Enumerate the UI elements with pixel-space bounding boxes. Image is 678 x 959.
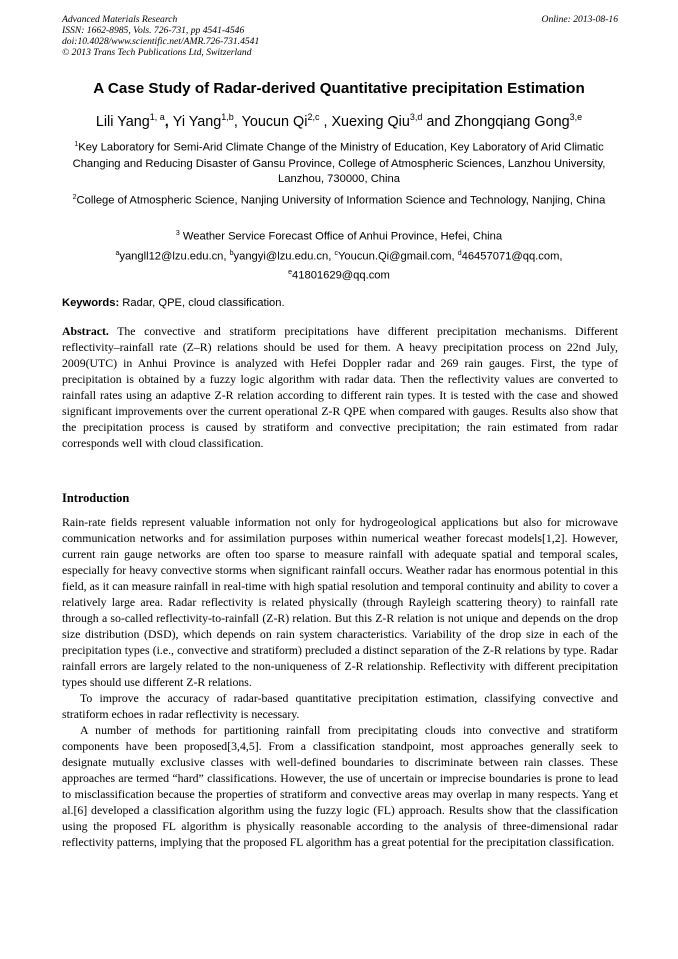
email-superscript: b <box>229 250 234 257</box>
copyright-line: © 2013 Trans Tech Publications Ltd, Switzerland <box>62 47 252 58</box>
email-superscript: c <box>334 250 338 257</box>
journal-header <box>62 14 618 58</box>
email-address[interactable]: yangll12@lzu.edu.cn, <box>119 250 230 263</box>
affiliation-text: Key Laboratory for Semi-Arid Climate Change of the Ministry of Education, Key Laboratory of Arid Climatic Changing and Reducing Disaster of Gansu Province, College of Atmospheric Sciences, Lanzhou University, Lanzhou, 730000, China <box>72 141 606 186</box>
affiliation-2 <box>60 190 618 210</box>
author-superscript: 1, a <box>149 112 165 122</box>
author-separator: , <box>164 113 173 130</box>
affiliation-superscript: 1 <box>74 141 79 148</box>
author-name: Yi Yang <box>172 113 222 130</box>
keywords-label: Keywords: <box>62 297 120 309</box>
author-name: Youcun Qi <box>241 113 308 130</box>
doi-line[interactable]: doi:10.4028/www.scientific.net/AMR.726-731.4541 <box>62 36 260 47</box>
author-superscript: 3,d <box>409 112 423 122</box>
keywords <box>62 297 618 309</box>
abstract-text: The convective and stratiform precipitations have different precipitation mechanisms. Different reflectivity–rainfall rate (Z–R) relations should be used for them. A heavy precipitation process on 22nd July, 2009(UTC) in Anhui Province is analyzed with Hefei Doppler radar and 269 rain gauges. First, the type of precipitation is obtained by a fuzzy logic algorithm with radar data. Then the reflectivity values are converted to rainfall rates using an adaptive Z-R relation according to different rain types. It is tested with the case and showed significant improvements over the current operational Z-R QPE when compared with gauges. Results also show that the precipitation process is caused by stratiform and convective precipitation; the rain estimated from radar corresponds well with cloud classification. <box>62 324 618 450</box>
paragraph: Rain-rate fields represent valuable information not only for hydrogeological applications but also for microwave communication networks and for assimilation purposes within numerical weather forecast models[1,2]. However, current rain gauge networks are often too sparse to measure rainfall with adequate spatial and temporal scales, especially for heavy convective storms when significant rainfall occurs. Weather radar has enormous potential in this field, as it can measure rainfall in real-time with high spatial resolution and temporal continuity and ability to cover a relatively large area. Radar reflectivity is related physically (through Rayleigh scattering theory) to rainfall rate through a so-called reflectivity-to-rainfall (Z-R) relation. But this Z-R relation is not unique and depends on the drop size distribution (DSD), which depends on rain system characteristics. Variability of the drop size in each of the precipitation types (i.e., convective and stratiform) precluded a distinct separation of the Z-R relations by type. Radar rainfall errors are largely related to the non-uniqueness of Z-R relationship. Reflectivity with different precipitation types should use different Z-R relations. <box>62 515 618 689</box>
email-address[interactable]: Youcun.Qi@gmail.com, <box>337 250 458 263</box>
abstract-label: Abstract. <box>62 324 109 338</box>
affiliation-superscript: 2 <box>72 194 77 201</box>
author-separator: , <box>319 113 332 130</box>
affiliation-text: Weather Service Forecast Office of Anhui Province, Hefei, China <box>179 230 503 243</box>
affiliation-superscript: 3 <box>175 230 180 237</box>
email-list <box>60 246 618 283</box>
introduction-body <box>62 514 618 850</box>
author-superscript: 1,b <box>221 112 234 122</box>
author-superscript: 3,e <box>569 112 583 122</box>
journal-name: Advanced Materials Research <box>62 14 178 25</box>
online-date: Online: 2013-08-16 <box>541 14 618 25</box>
issn-line: ISSN: 1662-8985, Vols. 726-731, pp 4541-4546 <box>62 25 245 36</box>
author-list <box>0 112 678 130</box>
email-address[interactable]: 41801629@qq.com <box>292 269 390 282</box>
email-superscript: d <box>457 250 462 257</box>
email-superscript: e <box>288 268 293 276</box>
email-address[interactable]: 46457071@qq.com, <box>461 250 563 263</box>
affiliation-text: College of Atmospheric Science, Nanjing University of Information Science and Technology, Nanjing, China <box>76 194 606 207</box>
email-address[interactable]: yangyi@lzu.edu.cn, <box>233 250 335 263</box>
section-heading-introduction: Introduction <box>62 491 130 505</box>
author-name: Lili Yang <box>95 113 150 130</box>
paper-title: A Case Study of Radar-derived Quantitative precipitation Estimation <box>93 80 585 97</box>
abstract <box>62 323 618 451</box>
keywords-text: Radar, QPE, cloud classification. <box>119 297 285 309</box>
author-name: Zhongqiang Gong <box>454 113 570 130</box>
affiliation-1 <box>60 137 618 188</box>
author-separator: , <box>233 113 242 130</box>
author-separator: and <box>422 113 455 130</box>
paragraph: A number of methods for partitioning rainfall from precipitating clouds into convective and stratiform components have been proposed[3,4,5]. From a classification standpoint, most approaches generally seek to designate mutually exclusive classes with well-defined boundaries to discriminate between rain classes. These approaches are termed “hard” classifications. However, the use of uncertain or imprecise boundaries is prone to lead to misclassification because the properties of stratiform and convective areas may overlap in many respects. Yang et al.[6] developed a classification algorithm using the fuzzy logic (FL) approach. Results show that the classification using the proposed FL algorithm is physically reasonable according to the analysis of three-dimensional radar reflectivity patterns, implying that the proposed FL algorithm has a great potential for the precipitation classification. <box>62 723 618 849</box>
affiliation-3 <box>60 226 618 246</box>
email-superscript: a <box>115 250 120 257</box>
author-name: Xuexing Qiu <box>331 113 410 130</box>
paragraph: To improve the accuracy of radar-based quantitative precipitation estimation, classifying convective and stratiform echoes in radar reflectivity is necessary. <box>62 691 618 721</box>
author-superscript: 2,c <box>307 112 320 122</box>
